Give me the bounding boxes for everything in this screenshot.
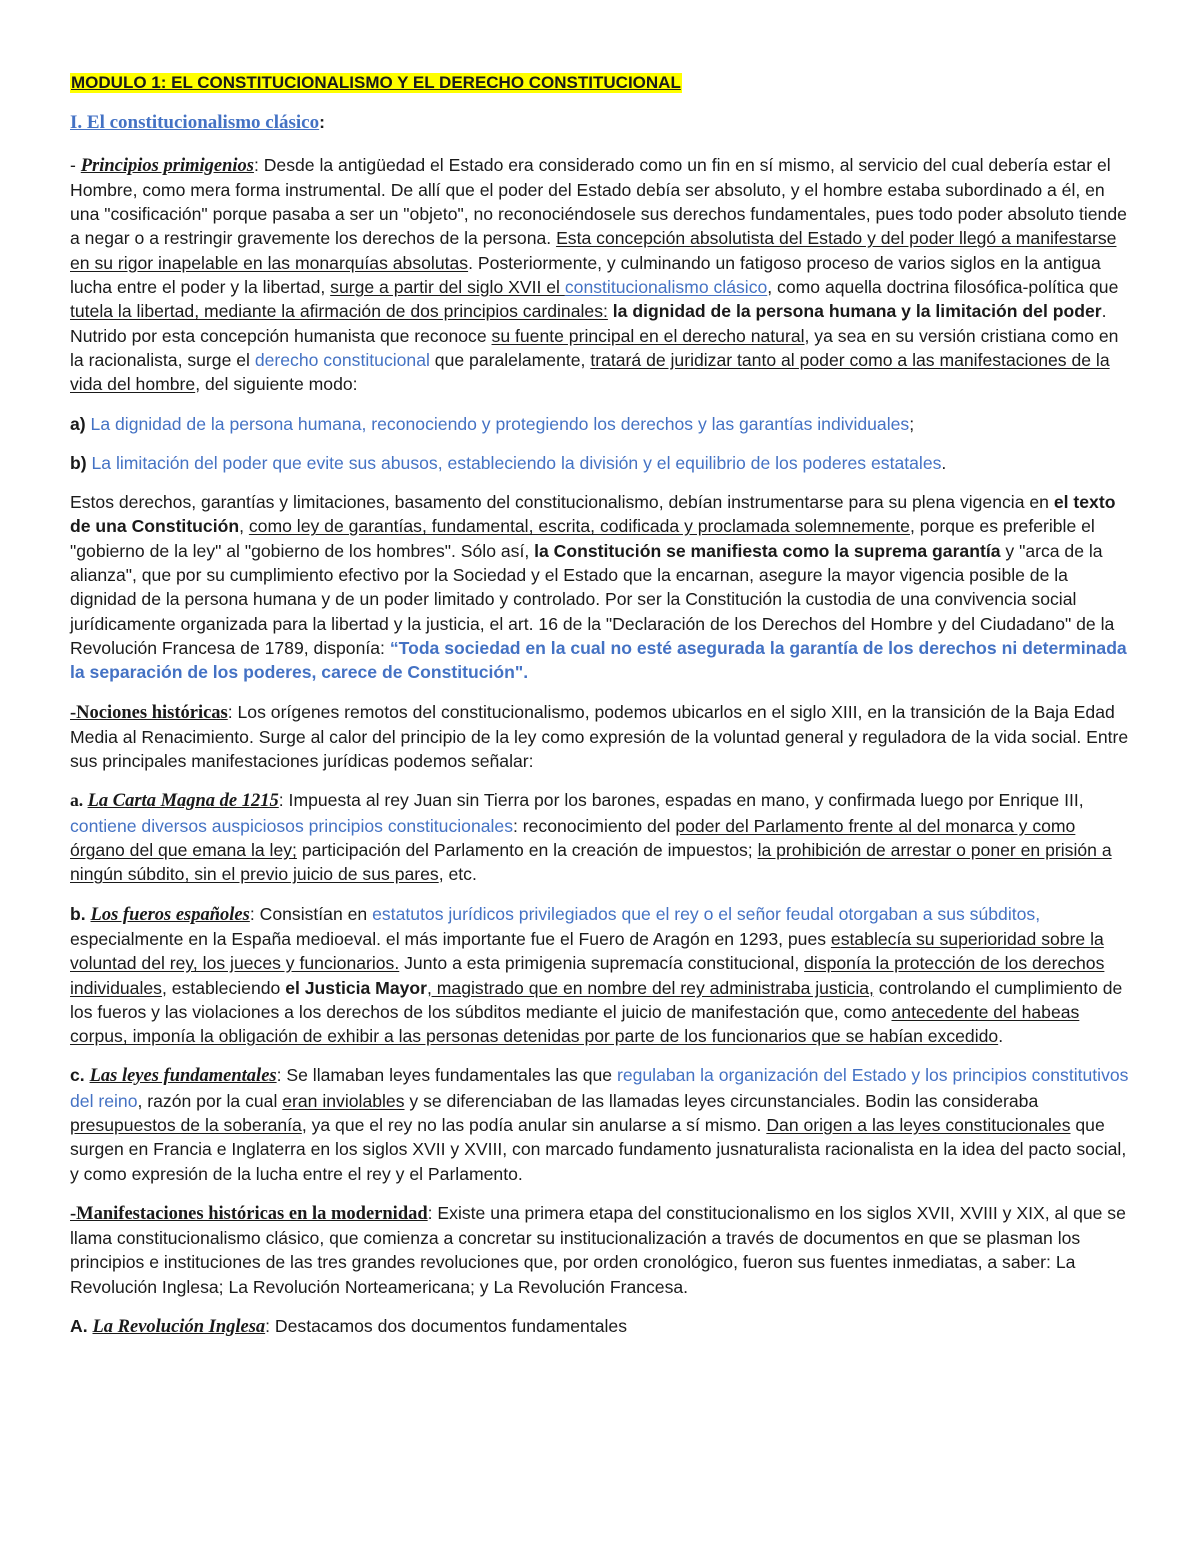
underlined-text: presupuestos de la soberanía [70, 1114, 302, 1135]
text-segment: participación del Parlamento en la creación de impuestos; [296, 840, 758, 861]
underlined-text: como ley de garantías, fundamental, escrita, codificada y proclamada solemnemente [248, 516, 910, 537]
bold-text: el Justicia Mayor [285, 977, 427, 998]
underlined-text: establecía su superioridad sobre la voluntad del rey, los jueces y funcionarios. [70, 928, 1104, 974]
item-label: a. [70, 790, 88, 811]
list-label: b) [70, 452, 87, 473]
section-heading-colon: : [319, 112, 325, 133]
text-segment: : Existe una primera etapa del constitucionalismo en los siglos XVII, XVIII y XIX, al que se llama constitucionalismo clásico, que comienza a concretar su institucionalización a través de documentos en que se plasman los principios e instituciones de las tres grandes revoluciones que, por orden cronológico, fueron sus fuentes inmediatas, a saber: La Revolución Inglesa; La Revolución Norteamericana; y La Revolución Francesa. [70, 1202, 1126, 1297]
section-heading-line [70, 110, 1132, 135]
underlined-text: la prohibición de arrestar o poner en prisión a ningún súbdito, sin el previo juicio de sus pares [70, 840, 1112, 885]
text-segment: : Consistían en [249, 903, 373, 924]
text-segment: y "arca de la alianza", que por su cumplimiento efectivo por la Sociedad y el Estado que la encarnan, asegure la mayor vigencia posible de la dignidad de la persona humana y de un poder limitado y controlado. Por ser la Constitución la custodia de una convivencia social jurídicamente organizada para la libertad y la justicia, el art. 16 de la "Declaración de los Derechos del Hombre y del Ciudadano" de la Revolución Francesa de 1789, disponía: [70, 540, 1115, 658]
text-segment: , como aquella doctrina filosófica-política que [767, 277, 1119, 298]
highlighted-term: derecho constitucional [254, 349, 430, 370]
text-segment: , ya sea en su versión cristiana como en la racionalista, surge el [70, 325, 1119, 370]
underlined-text: disponía la protección de los derechos individuales [70, 953, 1105, 998]
text-segment: . Nutrido por esta concepción humanista que reconoce [70, 301, 1107, 346]
text-segment: Estos derechos, garantías y limitaciones, basamento del constitucionalismo, debían instrumentarse para su plena vigencia en [70, 492, 1054, 513]
text-segment: controlando el cumplimiento de los fueros y las violaciones a los derechos de los súbditos mediante el juicio de manifestación que, como [70, 977, 1123, 1022]
item-label: b. [70, 903, 91, 924]
text-segment: que surgen en Francia e Inglaterra en los siglos XVII y XVIII, con marcado fundamento jusnaturalista racionalista en la idea del pacto social, y como expresión de la lucha entre el rey y el Parlamento. [70, 1114, 1127, 1184]
paragraph-constitucion [70, 490, 1132, 684]
list-item-a [70, 412, 1132, 436]
bold-text: la dignidad de la persona humana y la limitación del poder [612, 301, 1102, 322]
text-segment: : reconocimiento del [513, 815, 676, 836]
list-end: ; [909, 413, 915, 434]
paragraph-leyes [70, 1063, 1132, 1185]
text-segment: , estableciendo [161, 977, 286, 998]
underlined-text: poder del Parlamento frente al del monarca y como órgano del que emana la ley; [70, 815, 1076, 861]
underlined-text: antecedente del habeas corpus, imponía la obligación de exhibir a las personas detenidas por parte de los funcionarios que se habían excedido [70, 1001, 1080, 1047]
item-label: c. [70, 1065, 90, 1086]
underlined-text: tratará de juridizar tanto al poder como a las manifestaciones de la vida del hombre [70, 349, 1110, 395]
heading-fueros: Los fueros españoles [90, 904, 250, 925]
text-segment: : Destacamos dos documentos fundamentales [265, 1316, 628, 1337]
heading-manifestaciones: -Manifestaciones históricas en la modernidad [70, 1203, 428, 1224]
bold-text: el texto de una Constitución [70, 492, 1116, 537]
text-segment: y se diferenciaban de las llamadas leyes circunstanciales. Bodin las consideraba [404, 1090, 1039, 1111]
text-segment: , porque es preferible el "gobierno de la ley" al "gobierno de los hombres". Sólo así, [70, 516, 1095, 561]
bullet-dash: - [70, 154, 81, 175]
text-segment: que paralelamente, [429, 349, 591, 370]
underlined-text: eran inviolables [282, 1090, 405, 1111]
highlighted-term: regulaban la organización del Estado y los principios constitutivos del reino [70, 1065, 1129, 1111]
document-title-line [70, 70, 1132, 94]
underlined-text: su fuente principal en el derecho natural [491, 325, 805, 346]
section-heading: I. El constitucionalismo clásico [70, 112, 320, 134]
paragraph-fueros [70, 902, 1132, 1049]
paragraph-manifestaciones [70, 1201, 1132, 1299]
list-end: . [941, 452, 947, 473]
text-segment: , razón por la cual [137, 1090, 283, 1111]
heading-carta-magna: La Carta Magna de 1215 [87, 791, 279, 812]
heading-nociones: -Nociones históricas [70, 702, 228, 723]
document-page [70, 70, 1132, 1354]
text-segment: : Desde la antigüedad el Estado era considerado como un fin en sí mismo, al servicio del cual debería estar el Hombre, como mera forma instrumental. De allí que el poder del Estado debía ser absoluto, y el hombre estaba subordinado a él, en una "cosificación" porque pasaba a ser un "objeto", no reconociéndosele sus derechos fundamentales, pues todo poder absoluto tiende a negar o a restringir gravemente los derechos de la persona. [70, 154, 1127, 249]
text-segment: , del siguiente modo: [195, 374, 358, 395]
highlighted-term: contiene diversos auspiciosos principios constitucionales [70, 815, 514, 836]
item-label: A. [70, 1316, 93, 1337]
paragraph-nociones [70, 700, 1132, 774]
text-segment: . [998, 1026, 1004, 1047]
highlighted-term: estatutos jurídicos privilegiados que el rey o el señor feudal otorgaban a sus súbditos, [372, 903, 1041, 924]
paragraph-carta-magna [70, 788, 1132, 886]
underlined-text: tutela la libertad, mediante la afirmación de dos principios cardinales: [70, 301, 608, 322]
paragraph-principios [70, 153, 1132, 397]
bold-text: la Constitución se manifiesta como la suprema garantía [534, 540, 1001, 561]
list-label: a) [70, 413, 86, 434]
text-segment: Junto a esta primigenia supremacía constitucional, [399, 953, 805, 974]
heading-principios: Principios primigenios [80, 155, 254, 176]
text-segment: : Los orígenes remotos del constitucionalismo, podemos ubicarlos en el siglo XIII, en la transición de la Baja Edad Media al Renacimiento. Surge al calor del principio de la ley como expresión de la voluntad general y reguladora de la vida social. Entre sus principales manifestaciones jurídicas podemos señalar: [70, 701, 1129, 772]
text-segment: : Se llamaban leyes fundamentales las que [276, 1065, 617, 1086]
underlined-text: surge a partir del siglo XVII el [330, 277, 565, 298]
list-item-b [70, 451, 1132, 475]
list-text: La limitación del poder que evite sus abusos, estableciendo la división y el equilibrio de los poderes estatales [86, 452, 942, 473]
underlined-text: Esta concepción absolutista del Estado y del poder llegó a manifestarse en su rigor inapelable en las monarquías absolutas [70, 228, 1117, 273]
list-text: La dignidad de la persona humana, reconociendo y protegiendo los derechos y las garantías individuales [85, 413, 910, 434]
heading-leyes: Las leyes fundamentales [89, 1066, 277, 1087]
document-title: MODULO 1: EL CONSTITUCIONALISMO Y EL DERECHO CONSTITUCIONAL [71, 73, 681, 92]
quote-text: “Toda sociedad en la cual no esté asegurada la garantía de los derechos ni determinada la separación de los poderes, carece de Constitución". [70, 637, 1127, 683]
heading-revolucion-inglesa: La Revolución Inglesa [92, 1317, 266, 1338]
paragraph-revolucion-inglesa [70, 1314, 1132, 1339]
text-segment: , [239, 516, 249, 537]
text-segment: , etc. [438, 864, 477, 885]
highlighted-term: constitucionalismo clásico [564, 277, 768, 298]
underlined-text: Dan origen a las leyes constitucionales [766, 1114, 1071, 1135]
text-segment: : Impuesta al rey Juan sin Tierra por los barones, espadas en mano, y confirmada luego por Enrique III, [278, 790, 1084, 811]
text-segment: , ya que el rey no las podía anular sin anularse a sí mismo. [301, 1114, 767, 1135]
text-segment: especialmente en la España medioeval. el más importante fue el Fuero de Aragón en 1293, pues [70, 928, 831, 949]
text-segment: . Posteriormente, y culminando un fatigoso proceso de varios siglos en la antigua lucha entre el poder y la libertad, [70, 252, 1101, 298]
underlined-text: , magistrado que en nombre del rey administraba justicia, [427, 977, 874, 998]
